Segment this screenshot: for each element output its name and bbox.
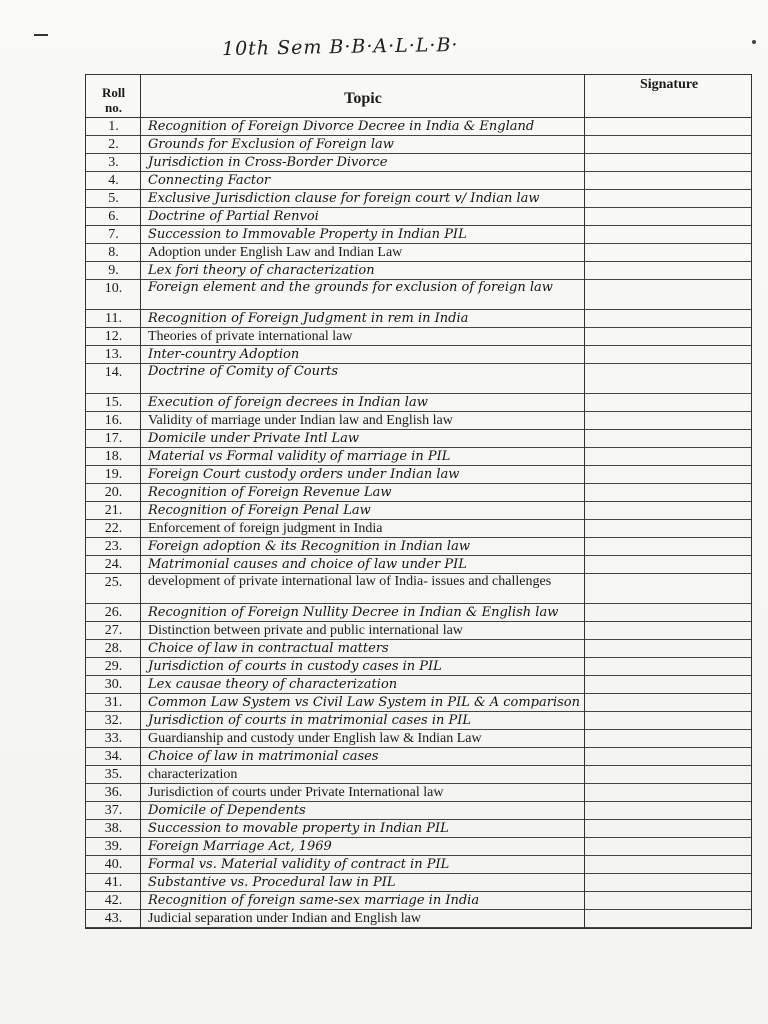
topic-text: Material vs Formal validity of marriage in PIL [148,449,451,464]
topic-text: Recognition of Foreign Penal Law [148,503,371,518]
topic-text: Exclusive Jurisdiction clause for foreign court v/ Indian law [148,191,540,206]
topic-text: Foreign element and the grounds for exclusion of foreign law [148,280,553,295]
roll-number: 21. [104,503,123,518]
topic-text: Execution of foreign decrees in Indian law [148,395,428,410]
table-body [86,118,751,928]
table-row [86,556,751,574]
topic-text: Recognition of Foreign Nullity Decree in Indian & English law [148,605,559,620]
topic-text: Judicial separation under Indian and English law [148,911,421,926]
table-row [86,244,751,262]
table-row [86,802,751,820]
roll-number: 1. [108,119,119,134]
roll-number: 35. [104,767,123,782]
roll-number: 43. [104,911,123,926]
roll-number: 33. [104,731,123,746]
roll-number: 10. [104,281,123,296]
roll-number: 34. [104,749,123,764]
roll-number: 7. [108,227,119,242]
roll-number: 5. [108,191,119,206]
topic-text: Foreign Marriage Act, 1969 [148,839,332,854]
roll-number: 40. [104,857,123,872]
roll-number: 14. [104,365,123,380]
column-divider-topic [584,75,585,928]
table-row [86,604,751,622]
table-row [86,892,751,910]
roll-number: 27. [104,623,123,638]
table-row [86,658,751,676]
topic-text: Succession to Immovable Property in Indian PIL [148,227,467,242]
roll-number: 39. [104,839,123,854]
table-row [86,118,751,136]
table-row [86,766,751,784]
roll-number: 25. [104,575,123,590]
table-row [86,172,751,190]
table-row [86,310,751,328]
table-row [86,784,751,802]
topic-text: Succession to movable property in Indian PIL [148,821,449,836]
topic-text: Doctrine of Comity of Courts [148,364,339,379]
table-row [86,730,751,748]
topic-text: Substantive vs. Procedural law in PIL [148,875,396,890]
topic-text: Domicile under Private Intl Law [148,431,360,446]
table-row [86,346,751,364]
table-row [86,412,751,430]
table-row [86,910,751,928]
roll-number: 24. [104,557,123,572]
table-row [86,748,751,766]
topic-header: Topic [344,90,382,107]
table-row [86,520,751,538]
topic-text: Domicile of Dependents [148,803,306,818]
roll-number: 13. [104,347,123,362]
topic-text: Distinction between private and public international law [148,623,463,638]
roll-number: 4. [108,173,119,188]
topic-text: Lex causae theory of characterization [148,677,398,692]
table-row [86,838,751,856]
table-row [86,364,751,394]
topic-text: Recognition of Foreign Divorce Decree in India & England [148,119,535,134]
table-row [86,484,751,502]
table-row [86,874,751,892]
table-row [86,640,751,658]
topic-text: Doctrine of Partial Renvoi [148,209,319,224]
table-row [86,676,751,694]
topic-text: Choice of law in matrimonial cases [148,749,379,764]
topic-text: Foreign Court custody orders under Indian law [148,467,460,482]
roll-no-header: Roll no. [101,85,126,115]
roll-number: 17. [104,431,123,446]
topic-text: Enforcement of foreign judgment in India [148,521,383,536]
table-row [86,448,751,466]
roll-number: 2. [108,137,119,152]
topic-text: Validity of marriage under Indian law and English law [148,413,453,428]
table-row [86,262,751,280]
roll-number: 22. [104,521,123,536]
topic-text: Recognition of Foreign Judgment in rem in India [148,311,469,326]
table-row [86,538,751,556]
table-row [86,856,751,874]
topic-text: characterization [148,767,238,782]
roll-number: 26. [104,605,123,620]
roll-number: 30. [104,677,123,692]
roll-number: 12. [104,329,123,344]
topic-text: Guardianship and custody under English law & Indian Law [148,731,482,746]
roll-number: 3. [108,155,119,170]
table-row [86,280,751,310]
table-row [86,208,751,226]
roll-number: 31. [104,695,123,710]
roll-number: 6. [108,209,119,224]
column-divider-roll [140,75,141,928]
roll-number: 19. [104,467,123,482]
roll-number: 23. [104,539,123,554]
table-header-row [86,75,751,118]
topic-text: Inter-country Adoption [148,347,300,362]
table-row [86,574,751,604]
roll-number: 41. [104,875,123,890]
roll-number: 8. [108,245,119,260]
topic-text: Formal vs. Material validity of contract in PIL [148,857,450,872]
roll-number: 38. [104,821,123,836]
pen-mark [34,34,48,36]
roll-number: 16. [104,413,123,428]
table-row [86,190,751,208]
topic-text: Adoption under English Law and Indian Law [148,245,403,260]
topic-table [85,74,752,929]
topic-text: Foreign adoption & its Recognition in Indian law [148,539,470,554]
roll-number: 20. [104,485,123,500]
roll-number: 42. [104,893,123,908]
topic-text: Jurisdiction of courts in custody cases in PIL [148,659,442,674]
table-row [86,430,751,448]
topic-text: Theories of private international law [148,329,353,344]
roll-number: 18. [104,449,123,464]
topic-text: Grounds for Exclusion of Foreign law [148,137,394,152]
table-row [86,154,751,172]
roll-number: 15. [104,395,123,410]
roll-number: 9. [108,263,119,278]
roll-number: 37. [104,803,123,818]
table-row [86,136,751,154]
table-row [86,466,751,484]
topic-text: Lex fori theory of characterization [148,263,375,278]
page-heading: 10th Sem B·B·A·L·L·B· [221,33,459,61]
table-row [86,622,751,640]
topic-text: Matrimonial causes and choice of law under PIL [148,557,467,572]
table-row [86,502,751,520]
signature-header: Signature [639,77,699,92]
topic-text: Jurisdiction of courts under Private International law [148,785,444,800]
table-row [86,820,751,838]
roll-number: 29. [104,659,123,674]
table-row [86,712,751,730]
topic-text: Recognition of Foreign Revenue Law [148,485,392,500]
topic-text: Jurisdiction of courts in matrimonial cases in PIL [148,713,472,728]
topic-text: development of private international law of India- issues and challenges [148,574,552,589]
table-row [86,226,751,244]
table-row [86,394,751,412]
roll-number: 36. [104,785,123,800]
topic-text: Jurisdiction in Cross-Border Divorce [148,155,388,170]
table-row [86,328,751,346]
table-row [86,694,751,712]
topic-text: Common Law System vs Civil Law System in PIL & A comparison [148,695,580,710]
roll-number: 32. [104,713,123,728]
ink-dot [752,40,756,44]
roll-number: 11. [105,311,122,326]
topic-text: Connecting Factor [148,173,271,188]
topic-text: Choice of law in contractual matters [148,641,389,656]
roll-number: 28. [104,641,123,656]
topic-text: Recognition of foreign same-sex marriage in India [148,893,480,908]
